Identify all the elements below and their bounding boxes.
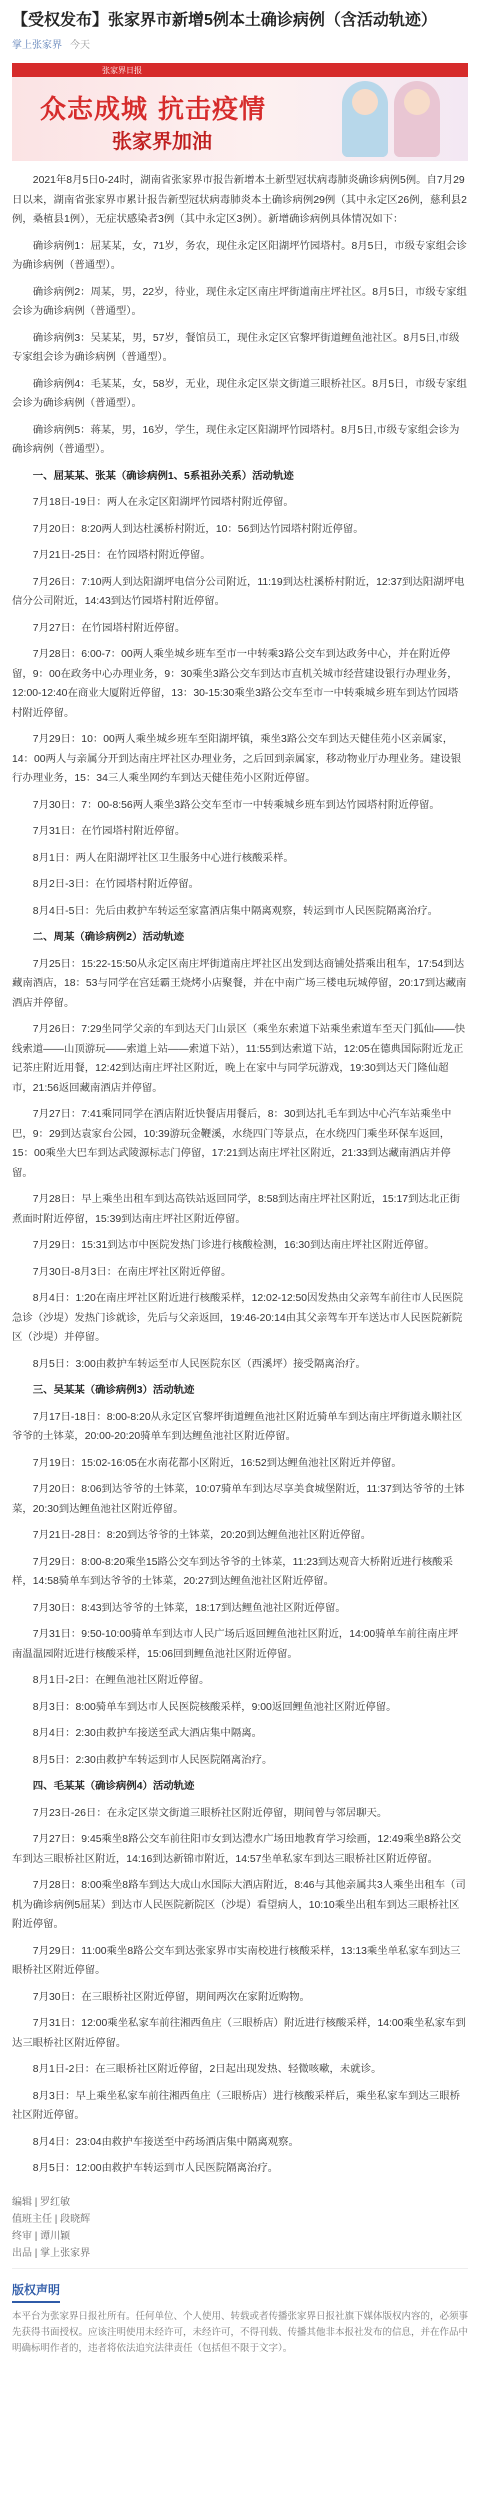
paragraph: 7月26日：7:10两人到达阳湖坪电信分公司附近，11:19到达杜溪桥村附近，12:37到达阳湖坪电信分公司附近，14:43到达竹园塔村附近停留。 — [12, 576, 465, 607]
article-title: 【受权发布】张家界市新增5例本土确诊病例（含活动轨迹） — [12, 12, 437, 29]
paragraph: 7月27日：在竹园塔村附近停留。 — [32, 622, 186, 634]
publisher-credit: 出品 | 掌上张家界 — [12, 2247, 91, 2259]
paragraph: 7月30日：7：00-8:56两人乘坐3路公交车至市一中转乘城乡班车到达竹园塔村附近停留。 — [32, 799, 440, 811]
paragraph: 7月20日：8:06到达爷爷的土钵菜，10:07骑单车到达尽享美食城堡附近，11:37到达爷爷的土钵菜，20:30到达鲤鱼池社区附近停留。 — [12, 1484, 465, 1515]
article-body — [0, 171, 480, 2179]
paragraph: 确诊病例5：蒋某，男，16岁，学生，现住永定区阳湖坪竹园塔村。8月5日,市级专家组会诊为确诊病例（普通型）。 — [12, 424, 460, 455]
article-meta — [0, 36, 480, 59]
section-heading: 一、屈某某、张某（确诊病例1、5系祖孙关系）活动轨迹 — [32, 470, 294, 482]
banner-slogan-main: 众志成城 抗击疫情 — [40, 95, 267, 125]
paragraph: 7月23日-26日：在永定区崇文街道三眼桥社区附近停留，期间曾与邻居聊天。 — [32, 1807, 388, 1819]
paragraph: 确诊病例2：周某，男，22岁，待业，现住永定区南庄坪街道南庄坪社区。8月5日，市级专家组会诊为确诊病例（普通型）。 — [12, 286, 467, 317]
producer-credit: 终审 | 谭川颖 — [12, 2230, 71, 2242]
paragraph: 7月28日：6:00-7：00两人乘坐城乡班车至市一中转乘3路公交车到达政务中心，并在附近停留，9：00在政务中心办理业务，9：30乘坐3路公交车到达市直机关城市经营建设银行办理业务，12:00-12:40在商业大厦附近停留，13：30-15:30乘坐3路公交车至市一中转乘城乡班车到达竹园塔村附近停留。 — [12, 649, 459, 719]
paragraph: 8月1日：两人在阳湖坪社区卫生服务中心进行核酸采样。 — [32, 852, 294, 864]
paragraph: 7月20日：8:20两人到达杜溪桥村附近，10：56到达竹园塔村附近停留。 — [32, 523, 364, 535]
paragraph: 7月27日：9:45乘坐8路公交车前往阳市女到达澧水广场田地教育学习绘画，12:49乘坐8路公交车到达三眼桥社区附近，14:16到达新锦市附近，14:57坐单私家车到达三眼桥社区附近停留。 — [12, 1834, 462, 1865]
paragraph: 7月31日：9:50-10:00骑单车到达市人民广场后返回鲤鱼池社区附近，14:00骑单车前往南庄坪南温温园附近进行核酸采样，15:06回到鲤鱼池社区附近停留。 — [12, 1629, 459, 1660]
paragraph: 8月5日：12:00由救护车转运到市人民医院隔离治疗。 — [32, 2163, 279, 2174]
reviewer-credit: 值班主任 | 段晓辉 — [12, 2213, 91, 2225]
banner-topbar — [12, 63, 468, 77]
paragraph: 7月29日：10：00两人乘坐城乡班车至阳湖坪镇，乘坐3路公交车到达天健佳苑小区亲属家，14：00两人与亲属分开到达南庄坪社区办理业务，之后回到亲属家，移动物业厅办理业务。建设银行办理业务，15：34三人乘坐网约车到达天健佳苑小区附近停留。 — [12, 734, 462, 784]
banner-logo: 张家界日报 — [102, 66, 142, 75]
banner-slogan-sub: 张家界加油 — [112, 129, 212, 153]
paragraph: 8月1日-2日：在鲤鱼池社区附近停留。 — [32, 1675, 210, 1686]
paragraph: 7月28日：早上乘坐出租车到达高铁站返回同学，8:58到达南庄坪社区附近，15:17到达北正街煮面时附近停留，15:39到达南庄坪社区附近停留。 — [12, 1194, 461, 1225]
paragraph: 8月4日-5日：先后由救护车转运至家富酒店集中隔离观察，转运到市人民医院隔离治疗。 — [32, 905, 439, 917]
paragraph: 2021年8月5日0-24时，湖南省张家界市报告新增本土新型冠状病毒肺炎确诊病例5例。自7月29日以来，湖南省张家界市累计报告新型冠状病毒肺炎本土确诊病例29例（其中永定区26例，慈利县2例，桑植县1例），无症状感染者3例（其中永定区3例）。新增确诊病例具体情况如下： — [12, 175, 467, 225]
section-heading: 四、毛某某（确诊病例4）活动轨迹 — [32, 1781, 195, 1792]
paragraph: 7月21日-28日：8:20到达爷爷的土钵菜，20:20到达鲤鱼池社区附近停留。 — [32, 1530, 372, 1541]
copyright-heading: 版权声明 — [12, 2281, 60, 2303]
nurse-illustration — [394, 81, 440, 157]
paragraph: 7月30日：在三眼桥社区附近停留，期间两次在家附近购物。 — [32, 1991, 310, 2003]
paragraph: 7月18日-19日：两人在永定区阳湖坪竹园塔村附近停留。 — [32, 497, 294, 508]
source-link[interactable]: 掌上张家界 — [12, 40, 62, 51]
paragraph: 确诊病例3：吴某某，男，57岁，餐馆员工，现住永定区官黎坪街道鲤鱼池社区。8月5日,市级专家组会诊为确诊病例（普通型）。 — [12, 332, 460, 363]
paragraph: 确诊病例1：屈某某，女，71岁，务农，现住永定区阳湖坪竹园塔村。8月5日，市级专家组会诊为确诊病例（普通型）。 — [12, 240, 467, 271]
section-heading: 二、周某（确诊病例2）活动轨迹 — [32, 932, 185, 943]
paragraph: 7月25日：15:22-15:50从永定区南庄坪街道南庄坪社区出发到达商铺处搭乘出租车，17:54到达藏南酒店，18：53与同学在宫廷霸王烧烤小店聚餐，并在中南广场三楼电玩城停留，20:17到达藏南酒店并停留。 — [12, 958, 467, 1009]
paragraph: 7月19日：15:02-16:05在水南花都小区附近，16:52到达鲤鱼池社区附近并停留。 — [32, 1457, 402, 1469]
section-heading: 三、吴某某（确诊病例3）活动轨迹 — [32, 1385, 195, 1396]
paragraph: 确诊病例4：毛某某，女，58岁，无业，现住永定区崇文街道三眼桥社区。8月5日，市级专家组会诊为确诊病例（普通型）。 — [12, 378, 467, 409]
paragraph: 7月31日：12:00乘坐私家车前往湘西鱼庄（三眼桥店）附近进行核酸采样，14:00乘坐私家车到达三眼桥社区附近停留。 — [12, 2018, 466, 2049]
paragraph: 7月30日：8:43到达爷爷的土钵菜，18:17到达鲤鱼池社区附近停留。 — [32, 1602, 346, 1614]
paragraph: 8月5日：3:00由救护车转运至市人民医院东区（西溪坪）接受隔离治疗。 — [32, 1358, 366, 1370]
paragraph: 8月4日：2:30由救护车接送至武大酒店集中隔离。 — [32, 1728, 262, 1739]
paragraph: 8月5日：2:30由救护车转运到市人民医院隔离治疗。 — [32, 1754, 273, 1766]
publish-date: 今天 — [70, 40, 90, 51]
paragraph: 7月21日-25日：在竹园塔村附近停留。 — [32, 550, 211, 561]
article-footer — [0, 2186, 480, 2262]
editor-credit: 编辑 | 罗红敏 — [12, 2196, 71, 2208]
paragraph: 7月31日：在竹园塔村附近停留。 — [32, 826, 186, 837]
paragraph: 7月29日：8:00-8:20乘坐15路公交车到达爷爷的土钵菜，11:23到达观音大桥附近进行核酸采样，14:58骑单车到达爷爷的土钵菜，20:27到达鲤鱼池社区附近停留。 — [12, 1556, 453, 1587]
banner-image — [12, 63, 468, 161]
paragraph: 7月26日：7:29坐同学父亲的车到达天门山景区（乘坐东索道下站乘坐索道车至天门狐仙——快线索道——山顶游玩——索道上站——索道下站），11:55到达索道下站，12:05在德典国际附近龙正记茶庄附近用餐，12:42到达南庄坪社区附近，晚上在家中与同学玩游戏，19:30到达天门隆仙超市，21:56返回藏南酒店并停留。 — [12, 1024, 466, 1094]
paragraph: 8月4日：23:04由救护车接送至中药场酒店集中隔离观察。 — [32, 2136, 299, 2148]
paragraph: 7月29日：15:31到达市中医院发热门诊进行核酸检测，16:30到达南庄坪社区附近停留。 — [32, 1240, 435, 1251]
paragraph: 8月3日：8:00骑单车到达市人民医院核酸采样，9:00返回鲤鱼池社区附近停留。 — [32, 1701, 397, 1713]
paragraph: 7月28日：8:00乘坐8路车到达大成山水国际大酒店附近，8:46与其他亲属共3人乘坐出租车（司机为确诊病例5屈某）到达市人民医院新院区（沙堤）看望病人，10:10乘坐出租车到达三眼桥社区附近停留。 — [12, 1880, 466, 1930]
paragraph: 7月27日：7:41乘同同学在酒店附近快餐店用餐后，8：30到达扎毛车到达中心汽车站乘坐中巴，9：29到达袁家台公园，10:39游玩金鞭溪，水绕四门等景点，在水绕四门乘坐环保车返回，15：00乘坐大巴车到达武陵源标志门停留，17:21到达南庄坪社区附近，21:33到达藏南酒店并停留。 — [12, 1109, 452, 1179]
medical-worker-illustration — [342, 81, 388, 157]
paragraph: 7月29日：11:00乘坐8路公交车到达张家界市实南校进行核酸采样，13:13乘坐单私家车到达三眼桥社区附近停留。 — [12, 1945, 461, 1976]
footer-divider — [12, 2268, 468, 2269]
copyright-text: 本平台为张家界日报社所有。任何单位、个人使用、转载或者传播张家界日报社旗下媒体版权内容的，必须事先获得书面授权。应该注明使用未经许可，未经许可，不得刊载、传播其他非本报社发布的信息，并在作品中明确标明作者的，违者将依法追究法律责任（包括但不限于文字）。 — [12, 2310, 469, 2354]
paragraph: 8月4日：1:20在南庄坪社区附近进行核酸采样，12:02-12:50因发热由父亲驾车前往市人民医院急诊（沙堤）发热门诊就诊，先后与父亲返回，19:46-20:14由其父亲驾车开车送达市人民医院新院区（沙堤）并停留。 — [12, 1293, 463, 1343]
paragraph: 7月30日-8月3日：在南庄坪社区附近停留。 — [32, 1266, 232, 1278]
paragraph: 8月3日：早上乘坐私家车前往湘西鱼庄（三眼桥店）进行核酸采样后，乘坐私家车到达三眼桥社区附近停留。 — [12, 2090, 460, 2121]
paragraph: 8月2日-3日：在竹园塔村附近停留。 — [32, 879, 200, 890]
paragraph: 7月17日-18日：8:00-8:20从永定区官黎坪街道鲤鱼池社区附近骑单车到达南庄坪街道永顺社区爷爷的土钵菜，20:00-20:20骑单车到达鲤鱼池社区附近停留。 — [12, 1411, 463, 1442]
paragraph: 8月1日-2日：在三眼桥社区附近停留，2日起出现发热、轻微咳嗽，未就诊。 — [32, 2064, 382, 2075]
